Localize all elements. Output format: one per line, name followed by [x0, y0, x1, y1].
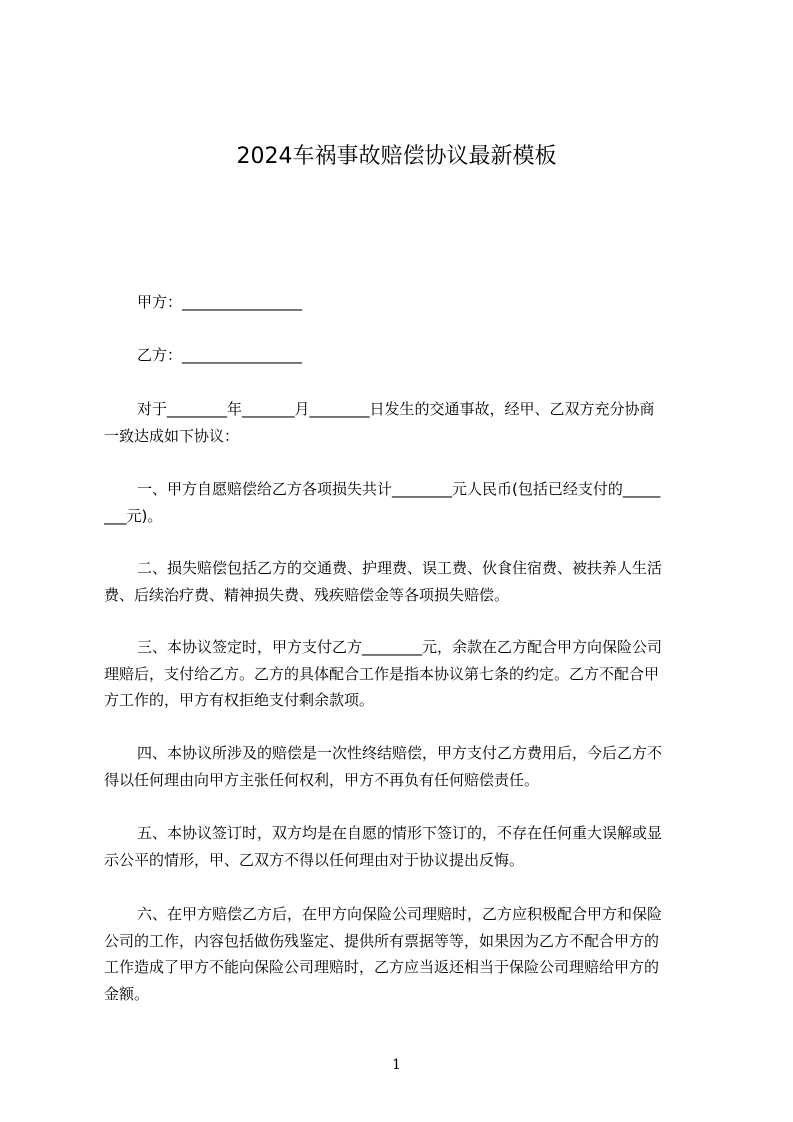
paragraph-clause-2 [104, 555, 700, 608]
paragraph-line: 示公平的情形，甲、乙双方不得以任何理由对于协议提出反悔。 [104, 850, 525, 869]
party-b-line: 乙方：________________ [137, 346, 303, 364]
paragraph-clause-6 [104, 901, 700, 1007]
paragraph-line: 二、损失赔偿包括乙方的交通费、护理费、误工费、伙食住宿费、被扶养人生活 [137, 559, 663, 577]
paragraph-clause-1 [104, 476, 700, 529]
paragraph-line: 公司的工作，内容包括做伤残鉴定、提供所有票据等等，如果因为乙方不配合甲方的 [104, 931, 660, 950]
paragraph-line: 一致达成如下协议： [104, 426, 240, 445]
paragraph-line: 四、本协议所涉及的赔偿是一次性终结赔偿，甲方支付乙方费用后，今后乙方不 [137, 744, 663, 762]
party-a-line: 甲方：________________ [137, 293, 303, 311]
paragraph-clause-3 [104, 634, 700, 714]
paragraph-line: ___元)。 [104, 506, 163, 525]
paragraph-clause-4 [104, 740, 700, 793]
paragraph-line: 五、本协议签订时，双方均是在自愿的情形下签订的，不存在任何重大误解或显 [137, 824, 663, 842]
paragraph-line: 对于________年_______月________日发生的交通事故，经甲、乙双方充分协商 [137, 400, 655, 418]
paragraph-line: 得以任何理由向甲方主张任何权利，甲方不再负有任何赔偿责任。 [104, 770, 540, 789]
page-number: 1 [392, 1057, 401, 1073]
paragraph-line: 费、后续治疗费、精神损失费、残疾赔偿金等各项损失赔偿。 [104, 585, 510, 604]
paragraph-line: 金额。 [104, 984, 150, 1003]
paragraph-intro [104, 396, 700, 449]
paragraph-line: 工作造成了甲方不能向保险公司理赔时，乙方应当返还相当于保险公司理赔给甲方的 [104, 958, 660, 976]
paragraph-line: 方工作的，甲方有权拒绝支付剩余款项。 [104, 691, 375, 709]
paragraph-clause-5 [104, 820, 700, 873]
paragraph-line: 理赔后，支付给乙方。乙方的具体配合工作是指本协议第七条的约定。乙方不配合甲 [104, 664, 660, 683]
paragraph-line: 三、本协议签定时，甲方支付乙方________元，余款在乙方配合甲方向保险公司 [137, 638, 663, 656]
paragraph-line: 一、甲方自愿赔偿给乙方各项损失共计________元人民币(包括已经支付的_____ [137, 480, 661, 498]
document-title: 2024车祸事故赔偿协议最新模板 [236, 144, 557, 169]
paragraph-line: 六、在甲方赔偿乙方后，在甲方向保险公司理赔时，乙方应积极配合甲方和保险 [137, 905, 663, 923]
